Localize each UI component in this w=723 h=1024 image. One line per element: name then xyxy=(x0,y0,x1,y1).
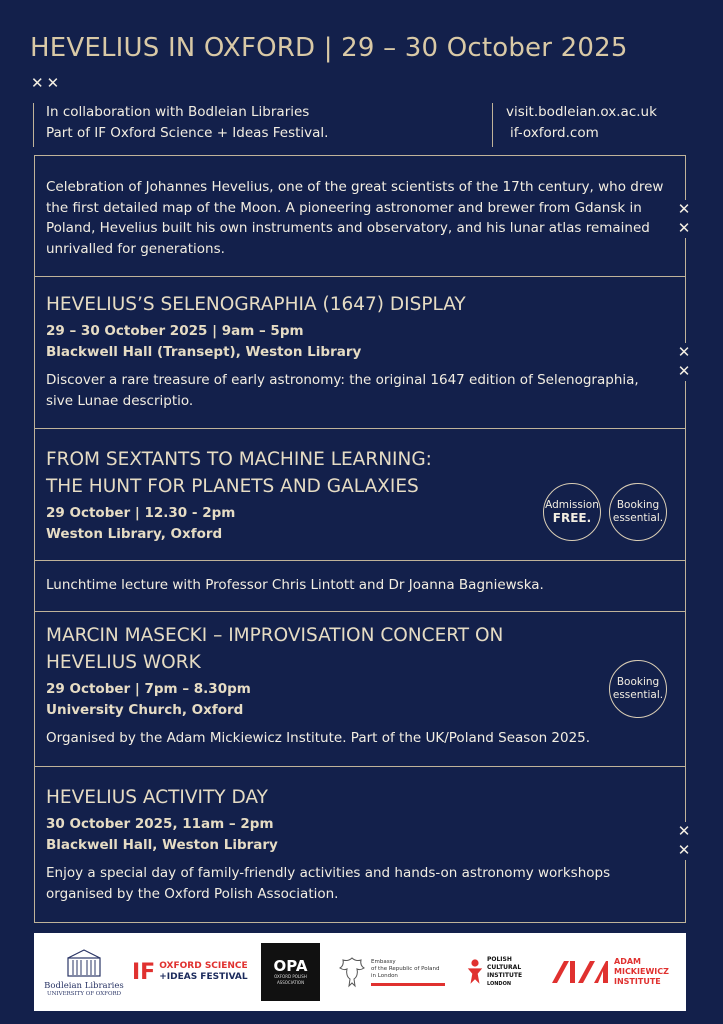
page-title: HEVELIUS IN OXFORD | 29 – 30 October 2025 xyxy=(30,33,628,63)
bodleian-logo: Bodleian Libraries UNIVERSITY OF OXFORD xyxy=(42,933,126,1011)
adam-mickiewicz-institute-logo: ADAM MICKIEWICZ INSTITUTE xyxy=(550,933,680,1011)
embassy-logo: Embassy of the Republic of Poland in London xyxy=(337,933,447,1011)
event-date: 29 October | 12.30 - 2pm xyxy=(46,505,236,521)
admission-free-badge: Admission FREE. xyxy=(543,483,601,541)
event-masecki-concert xyxy=(46,622,676,749)
event-title: HEVELIUS ACTIVITY DAY xyxy=(46,787,268,808)
bodleian-building-icon xyxy=(66,948,102,978)
if-mark-icon: IF xyxy=(132,959,156,985)
event-venue: Weston Library, Oxford xyxy=(46,525,223,542)
intro-section xyxy=(46,177,671,259)
event-title: HEVELIUS WORK xyxy=(46,652,201,673)
event-title: MARCIN MASECKI – IMPROVISATION CONCERT ON xyxy=(46,625,504,646)
event-date: 29 – 30 October 2025 | 9am – 5pm xyxy=(46,323,304,339)
booking-essential-badge: Booking essential. xyxy=(609,660,667,718)
divider xyxy=(34,428,686,429)
event-description: Organised by the Adam Mickiewicz Institute. Part of the UK/Poland Season 2025. xyxy=(46,730,591,746)
divider xyxy=(34,560,686,561)
event-description: Discover a rare treasure of early astronomy: the original 1647 edition of Selenographia, sive Lunae descriptio. xyxy=(46,372,639,409)
event-date: 30 October 2025, 11am – 2pm xyxy=(46,816,274,832)
figure-icon xyxy=(466,957,484,987)
polish-eagle-icon xyxy=(337,955,367,989)
event-title: THE HUNT FOR PLANETS AND GALAXIES xyxy=(46,476,419,497)
event-date: 29 October | 7pm – 8.30pm xyxy=(46,681,251,697)
if-festival-logo: IF OXFORD SCIENCE +IDEAS FESTIVAL xyxy=(132,959,248,985)
event-venue: Blackwell Hall (Transept), Weston Library xyxy=(46,343,362,360)
event-title: FROM SEXTANTS TO MACHINE LEARNING: xyxy=(46,449,432,470)
event-description: Lunchtime lecture with Professor Chris Lintott and Dr Joanna Bagniewska. xyxy=(46,577,544,593)
event-title: HEVELIUS’S SELENOGRAPHIA (1647) DISPLAY xyxy=(46,294,466,315)
event-venue: Blackwell Hall, Weston Library xyxy=(46,836,278,853)
ami-mark-icon xyxy=(550,959,610,985)
divider xyxy=(33,103,34,147)
event-venue: University Church, Oxford xyxy=(46,701,244,718)
cross-ornament-icon: ✕ ✕ xyxy=(677,200,691,237)
link-bodleian[interactable]: visit.bodleian.ox.ac.uk xyxy=(506,104,657,120)
opa-logo: OPA OXFORD POLISH ASSOCIATION xyxy=(261,933,320,1011)
cross-ornament-icon: ✕ ✕ xyxy=(677,822,691,859)
cross-ornament-icon: ✕✕ xyxy=(31,74,63,92)
polish-cultural-institute-logo: POLISH CULTURAL INSTITUTE LONDON xyxy=(466,933,542,1011)
link-if-oxford[interactable]: if-oxford.com xyxy=(510,125,599,141)
divider xyxy=(34,276,686,277)
event-selenographia xyxy=(46,291,676,411)
booking-essential-badge: Booking essential. xyxy=(609,483,667,541)
divider xyxy=(492,103,493,147)
cross-ornament-icon: ✕ ✕ xyxy=(677,343,691,380)
collab-line-2: Part of IF Oxford Science + Ideas Festival. xyxy=(46,125,329,141)
lecture-description-section xyxy=(46,575,676,596)
intro-text: Celebration of Johannes Hevelius, one of the great scientists of the 17th century, who drew the first detailed map of the Moon. A pioneering astronomer and brewer from Gdansk in Poland, Hevelius built his own instruments and observatory, and his lunar atlas remained unrivalled for generations. xyxy=(46,179,664,257)
event-description: Enjoy a special day of family-friendly activities and hands-on astronomy workshops organised by the Oxford Polish Association. xyxy=(46,865,611,902)
divider xyxy=(34,766,686,767)
collab-line-1: In collaboration with Bodleian Libraries xyxy=(46,104,310,120)
event-activity-day xyxy=(46,784,676,904)
divider xyxy=(34,611,686,612)
partner-logos-strip xyxy=(34,933,686,1011)
